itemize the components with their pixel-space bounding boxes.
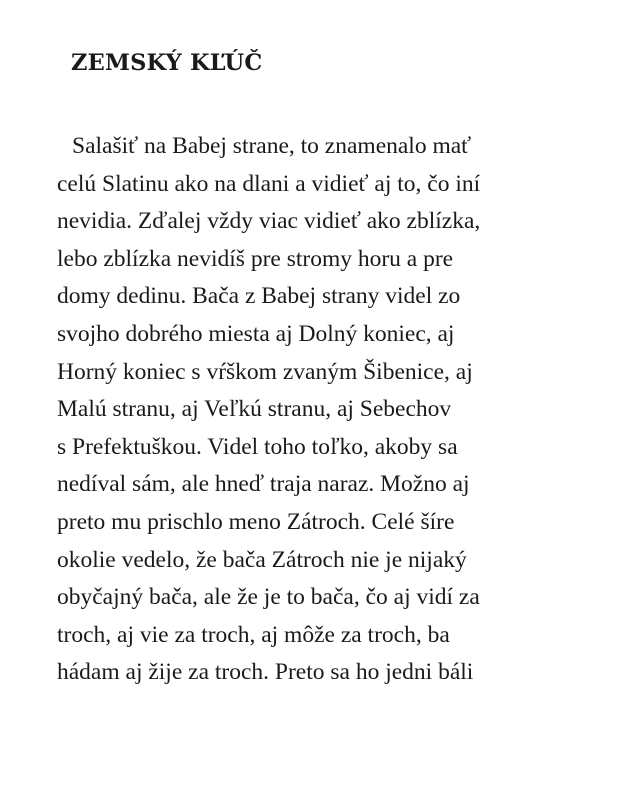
text-line: celú Slatinu ako na dlani a vidieť aj to, čo iní <box>57 170 481 197</box>
text-line: Malú stranu, aj Veľkú stranu, aj Sebechov <box>57 396 452 423</box>
text-line: Salašiť na Babej strane, to znamenalo mať <box>72 133 472 159</box>
text-line: nedíval sám, ale hneď traja naraz. Možno aj <box>57 471 470 498</box>
text-line: hádam aj žije za troch. Preto sa ho jedni báli <box>57 659 474 686</box>
text-line: Horný koniec s vŕškom zvaným Šibenice, aj <box>57 358 473 385</box>
text-line: s Prefektuškou. Videl toho toľko, akoby sa <box>57 433 458 460</box>
text-line: domy dedinu. Bača z Babej strany videl zo <box>57 283 461 310</box>
text-line: troch, aj vie za troch, aj môže za troch, ba <box>57 621 450 648</box>
text-line: svojho dobrého miesta aj Dolný koniec, aj <box>57 320 455 347</box>
text-line: preto mu prischlo meno Zátroch. Celé šíre <box>57 508 455 535</box>
chapter-title: ZEMSKÝ KĽÚČ <box>71 50 263 76</box>
text-line: nevidia. Zďalej vždy viac vidieť ako zblízka, <box>57 208 481 235</box>
body-paragraph <box>57 128 587 692</box>
text-line: obyčajný bača, ale že je to bača, čo aj vidí za <box>57 584 480 611</box>
text-line: okolie vedelo, že bača Zátroch nie je nijaký <box>57 546 467 573</box>
text-line: lebo zblízka nevidíš pre stromy horu a pre <box>57 245 454 272</box>
